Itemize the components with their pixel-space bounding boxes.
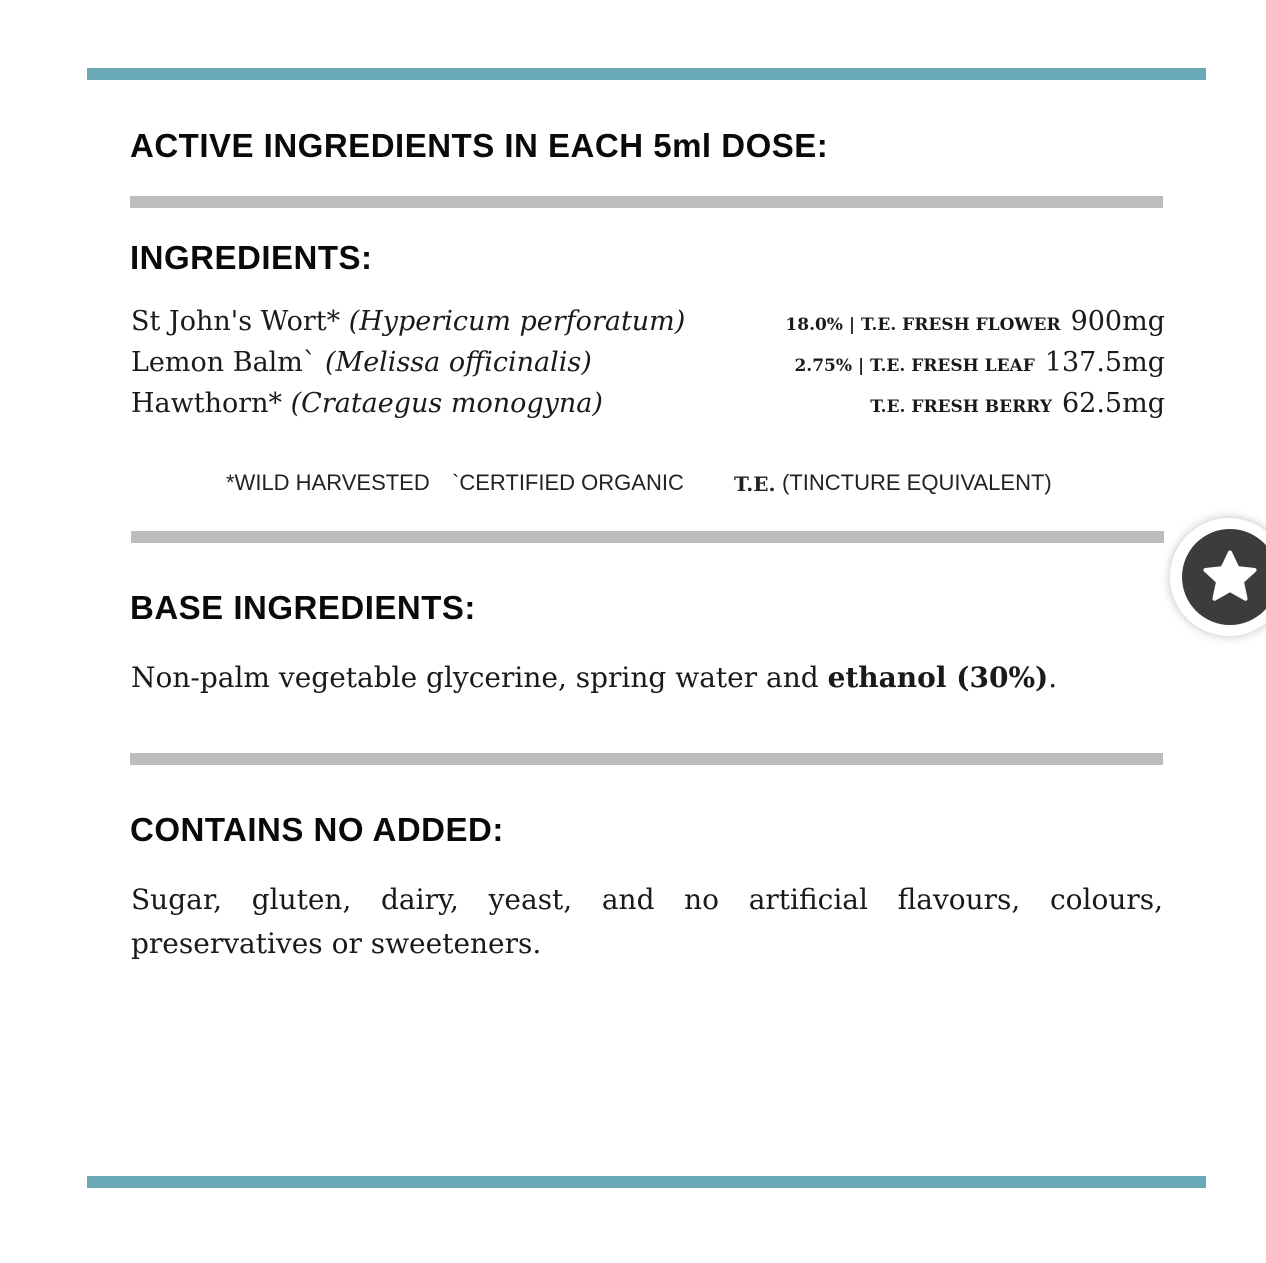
ingredient-row — [131, 388, 1165, 429]
ingredient-latin-name: (Crataegus monogyna) — [290, 388, 603, 419]
ingredients-heading: INGREDIENTS: — [130, 239, 373, 276]
contains-no-added-text: Sugar, gluten, dairy, yeast, and no artificial flavours, colours, preservatives or sweeteners. — [131, 883, 1163, 960]
favorite-button[interactable] — [1170, 518, 1266, 636]
ingredient-note: 18.0% | T.E. FRESH FLOWER — [785, 315, 1061, 335]
star-icon — [1199, 546, 1261, 608]
base-text-plain: Non-palm vegetable glycerine, spring water and — [131, 661, 828, 694]
ingredient-common-name: St John's Wort* — [131, 306, 341, 337]
top-teal-rule — [87, 68, 1206, 80]
ingredient-dose — [785, 306, 1165, 337]
ingredient-name — [131, 388, 603, 419]
bottom-teal-rule — [87, 1176, 1206, 1188]
ingredient-dose — [794, 347, 1165, 378]
ingredient-name — [131, 306, 685, 337]
base-ingredients-text — [131, 656, 1163, 700]
active-ingredients-heading: ACTIVE INGREDIENTS IN EACH 5ml DOSE: — [130, 127, 829, 164]
ingredient-row — [131, 306, 1165, 347]
ingredient-name — [131, 347, 592, 378]
divider — [130, 753, 1163, 765]
divider — [130, 196, 1163, 208]
legend-te-description: (TINCTURE EQUIVALENT) — [782, 470, 1052, 495]
ingredient-latin-name: (Melissa officinalis) — [325, 347, 592, 378]
ingredient-note: 2.75% | T.E. FRESH LEAF — [794, 356, 1035, 376]
ingredient-note: T.E. FRESH BERRY — [870, 397, 1052, 417]
ingredient-amount: 62.5mg — [1061, 388, 1165, 419]
legend-wild-harvested: *WILD HARVESTED — [226, 470, 430, 495]
ingredient-common-name: Hawthorn* — [131, 388, 283, 419]
base-text-bold: ethanol (30%) — [827, 661, 1049, 694]
ingredient-amount: 137.5mg — [1044, 347, 1165, 378]
ingredient-common-name: Lemon Balm` — [131, 347, 317, 378]
contains-no-added-heading: CONTAINS NO ADDED: — [130, 811, 504, 848]
base-ingredients-heading: BASE INGREDIENTS: — [130, 589, 476, 626]
ingredient-latin-name: (Hypericum perforatum) — [348, 306, 686, 337]
legend-certified-organic: `CERTIFIED ORGANIC — [452, 470, 684, 495]
ingredient-dose — [870, 388, 1165, 419]
ingredient-row — [131, 347, 1165, 388]
ingredient-amount: 900mg — [1070, 306, 1165, 337]
favorite-button-inner[interactable] — [1182, 529, 1266, 625]
legend-te-abbr: T.E. — [734, 472, 776, 496]
base-text-end: . — [1048, 661, 1058, 694]
divider — [131, 531, 1164, 543]
